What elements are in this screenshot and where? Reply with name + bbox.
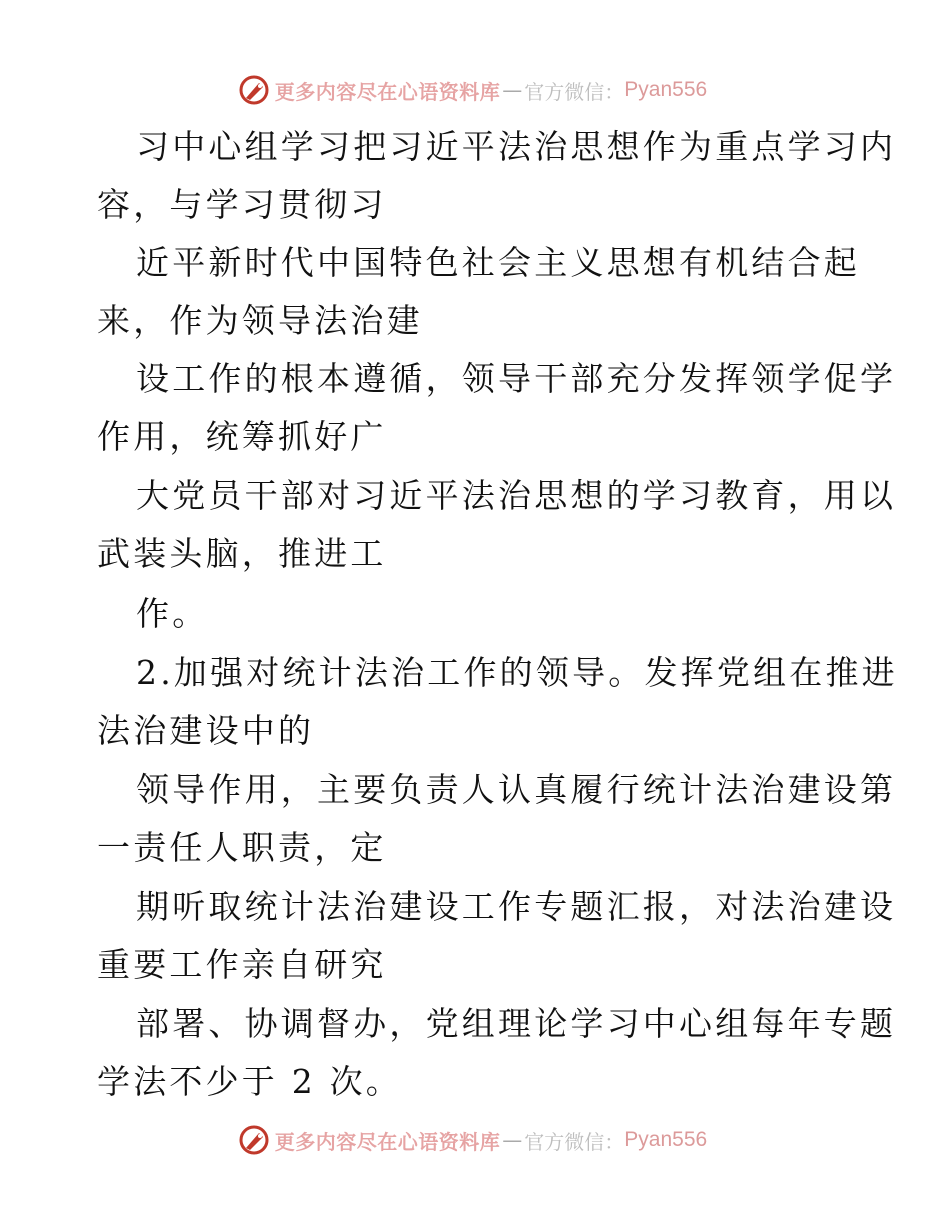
body-line: 一责任人职责，定: [97, 828, 387, 867]
wechat-id: Pyan556: [624, 78, 708, 101]
body-line: 期听取统计法治建设工作专题汇报，对法治建设: [136, 887, 897, 926]
body-line: 法治建设中的: [97, 711, 315, 750]
body-line: 作。: [136, 594, 209, 633]
body-line: 武装头脑，推进工: [97, 534, 387, 573]
brand-text: 更多内容尽在心语资料库: [274, 1129, 501, 1154]
body-line: 作用，统筹抓好广: [97, 417, 387, 456]
banner-dash: —: [502, 78, 523, 102]
brand-text: 更多内容尽在心语资料库: [274, 79, 501, 104]
wechat-label: 官方微信：: [524, 79, 625, 104]
body-line: 领导作用，主要负责人认真履行统计法治建设第: [136, 770, 897, 809]
banner-dash: —: [502, 1128, 523, 1152]
body-line: 来，作为领导法治建: [97, 301, 423, 340]
body-line: 大党员干部对习近平法治思想的学习教育，用以: [136, 476, 897, 515]
body-line: 2.加强对统计法治工作的领导。发挥党组在推进: [136, 653, 898, 692]
wechat-label: 官方微信：: [524, 1129, 625, 1154]
body-line: 部署、协调督办，党组理论学习中心组每年专题: [136, 1004, 897, 1043]
footer-banner: [0, 1120, 950, 1160]
header-banner: [0, 70, 950, 110]
body-line: 重要工作亲自研究: [97, 945, 387, 984]
body-line: 学法不少于 2 次。: [97, 1062, 402, 1101]
pen-nib-logo-icon: [237, 1123, 271, 1157]
body-line: 近平新时代中国特色社会主义思想有机结合起: [136, 243, 860, 282]
wechat-id: Pyan556: [624, 1128, 708, 1151]
body-line: 习中心组学习把习近平法治思想作为重点学习内: [136, 127, 897, 166]
body-line: 设工作的根本遵循，领导干部充分发挥领学促学: [136, 359, 897, 398]
pen-nib-logo-icon: [237, 73, 271, 107]
body-line: 容，与学习贯彻习: [97, 185, 387, 224]
